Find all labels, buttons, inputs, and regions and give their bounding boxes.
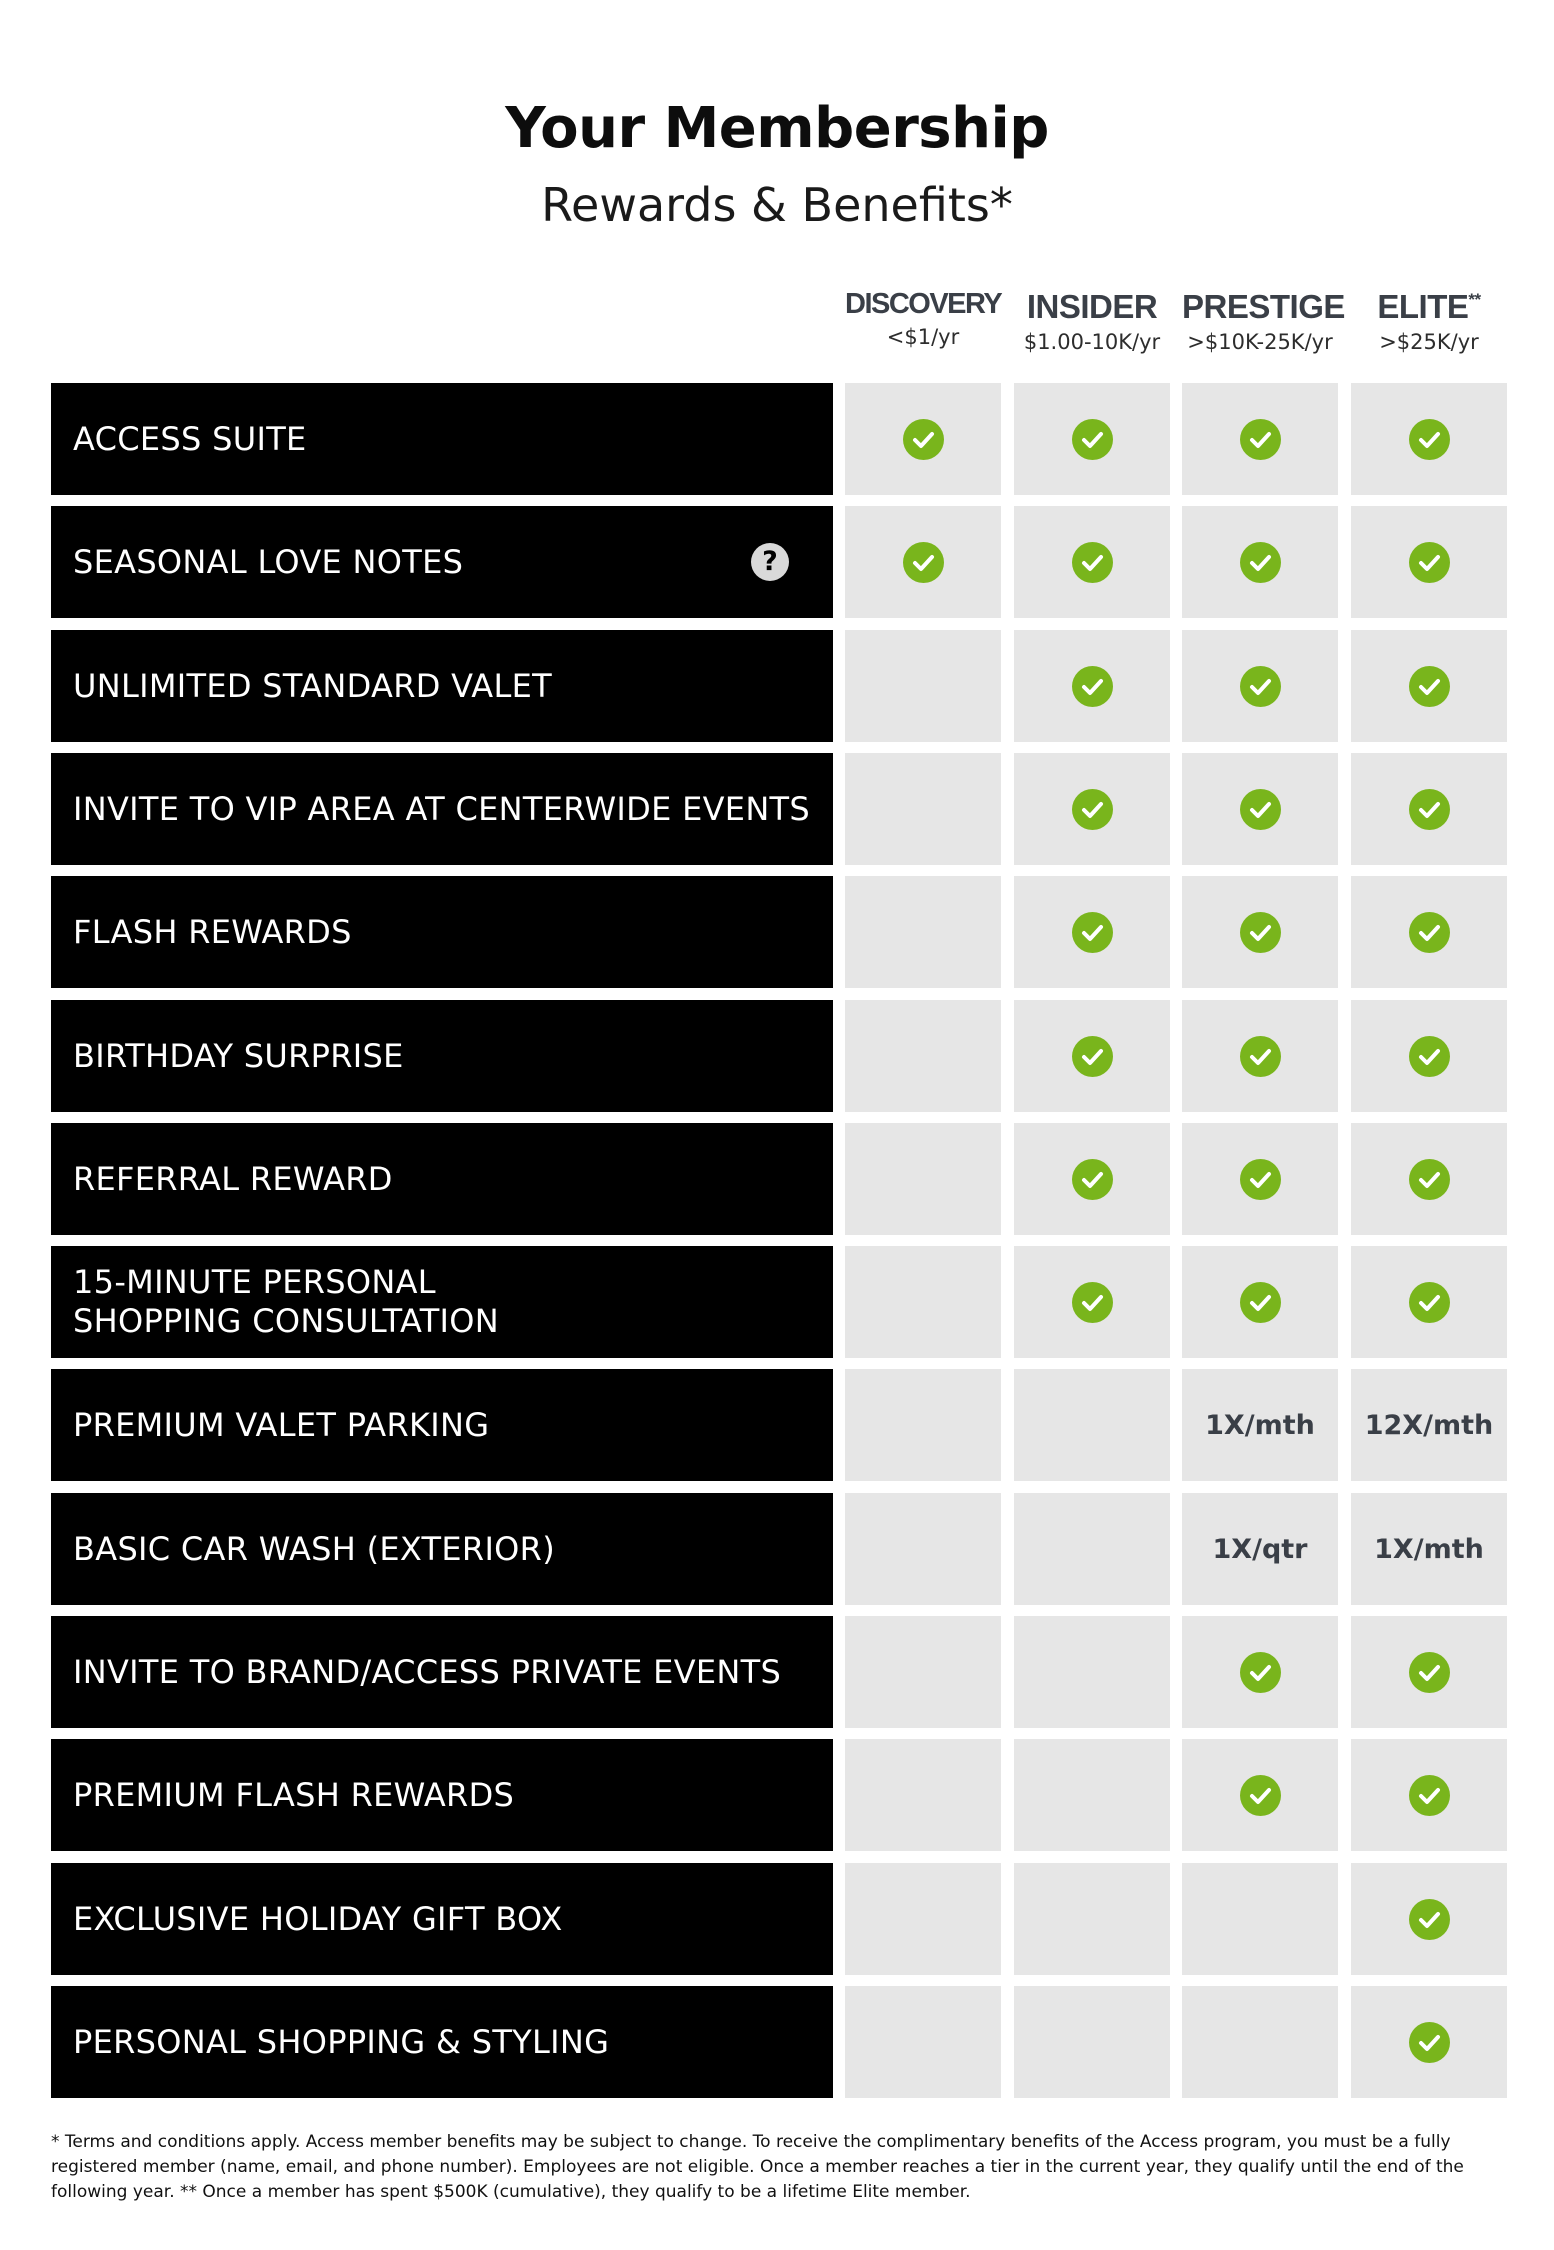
table-row [51, 1369, 1506, 1481]
tier-cell-elite [1351, 1739, 1507, 1851]
checkmark-icon [1072, 1282, 1113, 1323]
benefit-label: ACCESS SUITE [73, 419, 307, 458]
benefit-label: PERSONAL SHOPPING & STYLING [73, 2022, 610, 2061]
tier-cell-insider [1014, 630, 1170, 742]
checkmark-icon [1240, 419, 1281, 460]
table-row [51, 753, 1506, 865]
table-row [51, 1986, 1506, 2098]
checkmark-icon [1409, 1775, 1450, 1816]
benefit-frequency: 1X/mth [1205, 1409, 1315, 1441]
tier-header-prestige [1182, 288, 1345, 354]
tier-cell-discovery [845, 1863, 1001, 1975]
tier-cell-elite [1351, 876, 1507, 988]
tier-cell-prestige [1182, 1616, 1338, 1728]
tier-cell-discovery [845, 1246, 1001, 1358]
tier-header-elite [1351, 288, 1507, 354]
tier-cell-discovery [845, 383, 1001, 495]
tier-cell-elite [1351, 1616, 1507, 1728]
benefit-label: UNLIMITED STANDARD VALET [73, 666, 552, 705]
checkmark-icon [1240, 1652, 1281, 1693]
tier-cell-elite [1351, 753, 1507, 865]
checkmark-icon [1409, 1159, 1450, 1200]
tier-cell-elite [1351, 1863, 1507, 1975]
tier-cell-prestige [1182, 1986, 1338, 2098]
benefit-label: BIRTHDAY SURPRISE [73, 1036, 404, 1075]
tier-cell-insider [1014, 383, 1170, 495]
table-row [51, 506, 1506, 618]
tier-cell-prestige [1182, 1739, 1338, 1851]
benefit-label: BASIC CAR WASH (EXTERIOR) [73, 1529, 555, 1568]
benefit-label: SEASONAL LOVE NOTES [73, 542, 464, 581]
table-row [51, 1000, 1506, 1112]
tier-header-insider [1014, 288, 1170, 354]
tier-cell-insider [1014, 1863, 1170, 1975]
tier-cell-discovery [845, 876, 1001, 988]
tier-cell-prestige [1182, 383, 1338, 495]
benefit-label-cell [51, 876, 833, 988]
benefit-label-cell [51, 753, 833, 865]
checkmark-icon [1240, 666, 1281, 707]
tier-cell-insider [1014, 1000, 1170, 1112]
tier-cell-discovery [845, 1739, 1001, 1851]
tier-cell-prestige [1182, 1493, 1338, 1605]
benefit-label-cell [51, 1246, 833, 1358]
tier-cell-prestige [1182, 1000, 1338, 1112]
tier-cell-insider [1014, 1246, 1170, 1358]
checkmark-icon [1409, 1899, 1450, 1940]
checkmark-icon [1409, 666, 1450, 707]
table-row [51, 630, 1506, 742]
tier-cell-insider [1014, 1369, 1170, 1481]
table-row [51, 383, 1506, 495]
table-row [51, 1123, 1506, 1235]
checkmark-icon [1409, 2022, 1450, 2063]
tier-cell-prestige [1182, 1369, 1338, 1481]
tier-cell-discovery [845, 753, 1001, 865]
tier-header-discovery [845, 288, 1001, 349]
tier-cell-prestige [1182, 1246, 1338, 1358]
checkmark-icon [1409, 1282, 1450, 1323]
tier-cell-prestige [1182, 1123, 1338, 1235]
benefit-label-cell [51, 1986, 833, 2098]
benefit-label-cell [51, 1739, 833, 1851]
tier-cell-discovery [845, 1000, 1001, 1112]
tier-cell-insider [1014, 753, 1170, 865]
benefit-label: INVITE TO VIP AREA AT CENTERWIDE EVENTS [73, 789, 811, 828]
checkmark-icon [1240, 1159, 1281, 1200]
tier-cell-discovery [845, 1369, 1001, 1481]
benefit-label-cell [51, 1369, 833, 1481]
checkmark-icon [1072, 912, 1113, 953]
checkmark-icon [1072, 1159, 1113, 1200]
tier-cell-prestige [1182, 506, 1338, 618]
tier-cell-insider [1014, 1739, 1170, 1851]
checkmark-icon [1409, 912, 1450, 953]
benefit-label-cell [51, 630, 833, 742]
tier-cell-discovery [845, 1493, 1001, 1605]
tier-cell-insider [1014, 1616, 1170, 1728]
tier-cell-discovery [845, 630, 1001, 742]
checkmark-icon [1240, 1282, 1281, 1323]
tier-cell-elite [1351, 1000, 1507, 1112]
tier-name: PRESTIGE [1182, 288, 1345, 325]
tier-cell-insider [1014, 1986, 1170, 2098]
tier-cell-discovery [845, 506, 1001, 618]
benefit-label-cell [51, 383, 833, 495]
benefit-label-cell [51, 1616, 833, 1728]
table-row [51, 1246, 1506, 1358]
tier-cell-elite [1351, 506, 1507, 618]
checkmark-icon [1409, 789, 1450, 830]
tier-cell-insider [1014, 876, 1170, 988]
tier-spend-range: >$25K/yr [1379, 330, 1479, 354]
tier-cell-elite [1351, 1986, 1507, 2098]
benefit-label: INVITE TO BRAND/ACCESS PRIVATE EVENTS [73, 1652, 782, 1691]
checkmark-icon [1240, 912, 1281, 953]
benefit-frequency: 1X/qtr [1212, 1533, 1308, 1565]
checkmark-icon [1240, 1036, 1281, 1077]
tier-spend-range: >$10K-25K/yr [1187, 330, 1333, 354]
tier-name: ELITE** [1377, 288, 1481, 325]
checkmark-icon [1072, 542, 1113, 583]
benefit-label: REFERRAL REWARD [73, 1159, 393, 1198]
checkmark-icon [1409, 419, 1450, 460]
checkmark-icon [1240, 1775, 1281, 1816]
benefit-label-cell [51, 1123, 833, 1235]
tier-spend-range: $1.00-10K/yr [1023, 330, 1161, 354]
tier-name: INSIDER [1026, 288, 1158, 325]
tier-cell-prestige [1182, 753, 1338, 865]
tier-cell-elite [1351, 383, 1507, 495]
tier-cell-insider [1014, 1123, 1170, 1235]
benefit-label: PREMIUM VALET PARKING [73, 1405, 490, 1444]
benefit-label-cell [51, 1493, 833, 1605]
tier-cell-insider [1014, 1493, 1170, 1605]
tier-cell-discovery [845, 1986, 1001, 2098]
tier-cell-insider [1014, 506, 1170, 618]
tier-cell-elite [1351, 1369, 1507, 1481]
page-subtitle: Rewards & Benefits* [541, 178, 1013, 232]
checkmark-icon [1240, 789, 1281, 830]
benefit-frequency: 12X/mth [1364, 1409, 1494, 1441]
tier-cell-elite [1351, 1493, 1507, 1605]
table-row [51, 1739, 1506, 1851]
tier-name: DISCOVERY [845, 288, 1002, 320]
checkmark-icon [1072, 666, 1113, 707]
benefit-label-cell [51, 1000, 833, 1112]
checkmark-icon [1072, 1036, 1113, 1077]
table-row [51, 1616, 1506, 1728]
checkmark-icon [903, 419, 944, 460]
checkmark-icon [1072, 789, 1113, 830]
checkmark-icon [1240, 542, 1281, 583]
checkmark-icon [1072, 419, 1113, 460]
checkmark-icon [903, 542, 944, 583]
table-row [51, 876, 1506, 988]
benefit-label: PREMIUM FLASH REWARDS [73, 1775, 515, 1814]
checkmark-icon [1409, 542, 1450, 583]
benefit-label-cell [51, 1863, 833, 1975]
tier-footnote-marker: ** [1468, 290, 1481, 309]
benefit-label: 15-MINUTE PERSONAL SHOPPING CONSULTATION [73, 1263, 500, 1340]
tier-cell-prestige [1182, 876, 1338, 988]
table-row [51, 1493, 1506, 1605]
tier-cell-elite [1351, 1123, 1507, 1235]
tier-cell-elite [1351, 630, 1507, 742]
tier-cell-elite [1351, 1246, 1507, 1358]
table-row [51, 1863, 1506, 1975]
tier-cell-discovery [845, 1123, 1001, 1235]
tier-spend-range: <$1/yr [886, 325, 960, 349]
tier-cell-prestige [1182, 1863, 1338, 1975]
checkmark-icon [1409, 1652, 1450, 1693]
checkmark-icon [1409, 1036, 1450, 1077]
footnote: * Terms and conditions apply. Access member benefits may be subject to change. To receive the complimentary benefits of the Access program, you must be a fully registered member (name, email, and phone number). Employees are not eligible. Once a member reaches a tier in the current year, they qualify until the end of the following year. ** Once a member has spent $500K (cumulative), they qualify to be a lifetime Elite member. [51, 2132, 1464, 2202]
tier-cell-discovery [845, 1616, 1001, 1728]
question-icon[interactable]: ? [751, 543, 789, 581]
benefit-label: FLASH REWARDS [73, 912, 352, 951]
benefit-frequency: 1X/mth [1374, 1533, 1484, 1565]
benefit-label: EXCLUSIVE HOLIDAY GIFT BOX [73, 1899, 563, 1938]
benefit-label-cell [51, 506, 833, 618]
tier-cell-prestige [1182, 630, 1338, 742]
page-title: Your Membership [505, 96, 1049, 161]
